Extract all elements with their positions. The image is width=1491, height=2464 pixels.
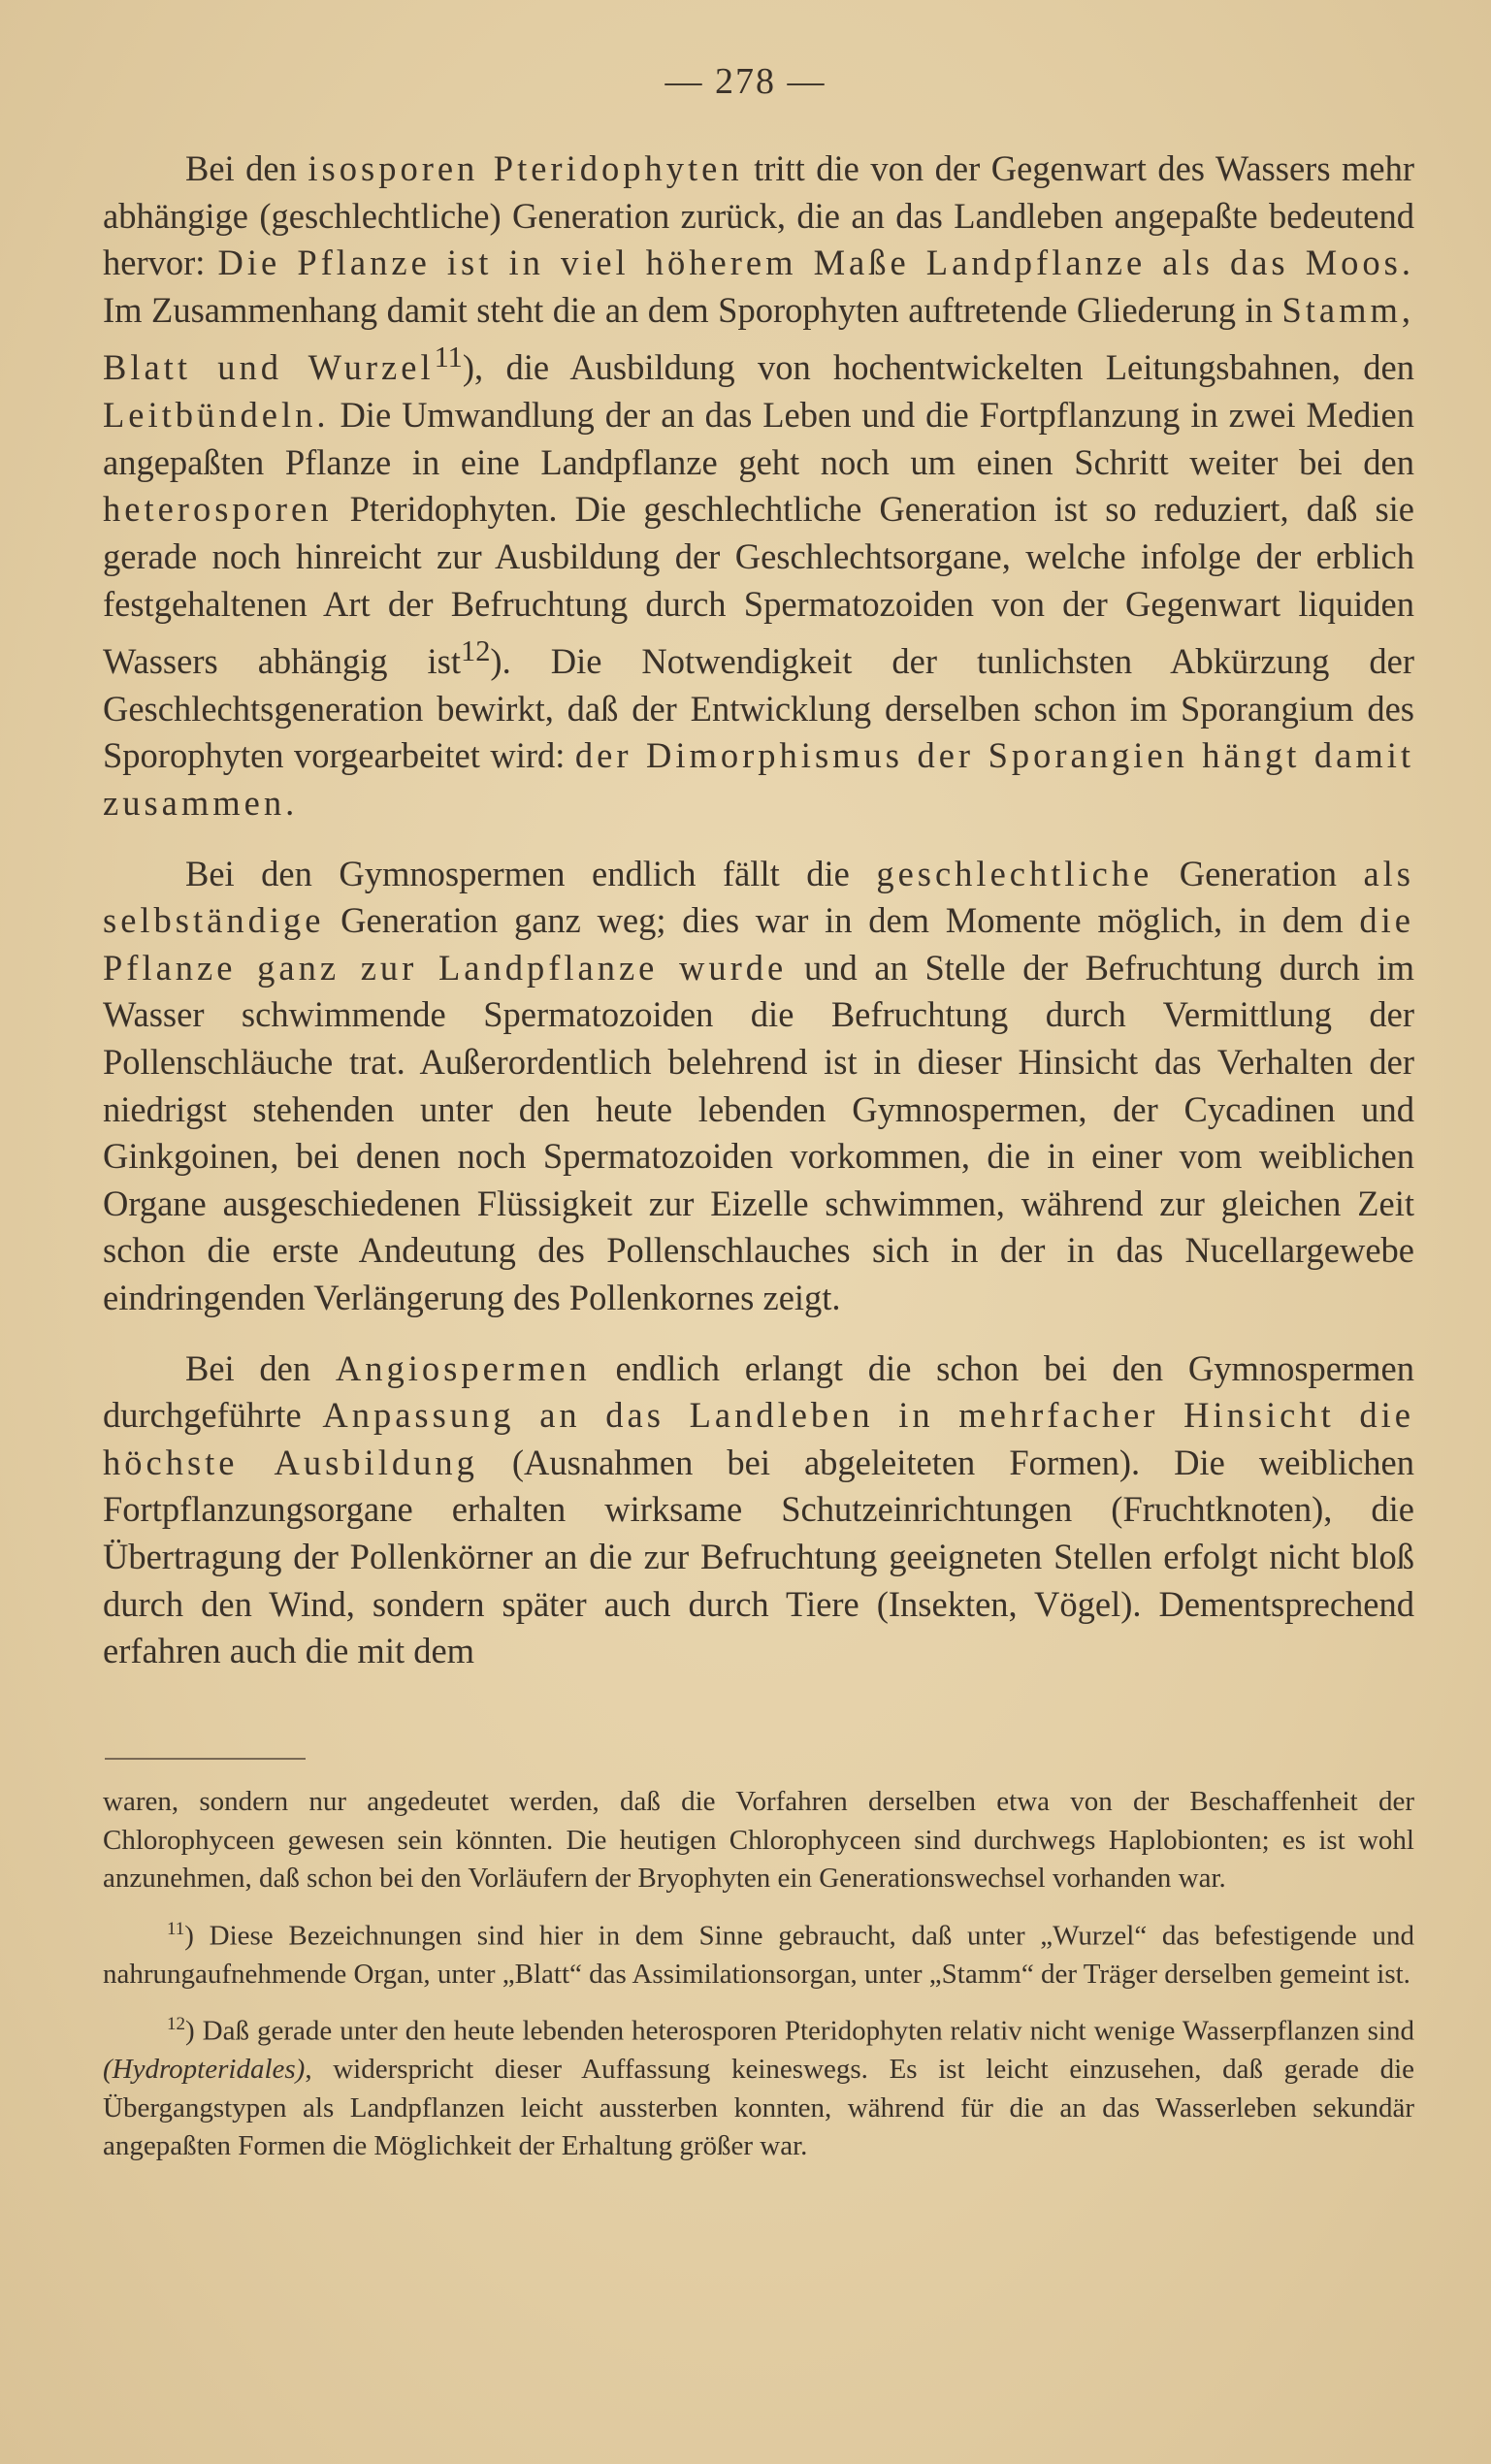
footnote-11: $^{11}$) Diese Bezeichnungen sind hier in dem Sinne gebraucht, daß unter „Wurzel“ das befestigende und nahrungaufnehmende Organ, unter „Blatt“ das Assimilationsorgan, unter „Stamm“ der Träger derselben gemeint ist.: [103, 1918, 1414, 1990]
spaced-term: als selbständige: [103, 853, 1414, 941]
paragraph-3: Bei den Angiospermen endlich erlangt die schon bei den Gymnospermen durchgeführte Anpassung an das Landleben in mehrfacher Hinsicht die höchste Ausbildung (Ausnahmen bei abgeleiteten Formen). Die weiblichen Fortpflanzungsorgane erhalten wirksame Schutzeinrichtungen (Fruchtknoten), die Übertragung der Pollenkörner an die zur Befruchtung geeigneten Stellen erfolgt nicht bloß durch den Wind, sondern später auch durch Tiere (Insekten, Vögel). Dementsprechend erfahren auch die mit dem: [103, 1347, 1415, 1671]
italic-term: (Hydropteridales): [103, 2054, 306, 2086]
spaced-term: Stamm, Blatt und Wurzel: [103, 289, 1414, 388]
spaced-term: geschlechtliche: [876, 853, 1153, 893]
spaced-term: Anpassung an das Landleben in mehrfacher Hinsicht die höchste Ausbildung: [103, 1395, 1414, 1482]
footnote-ref: 11: [434, 340, 463, 374]
footnote-continued: waren, sondern nur angedeutet werden, daß die Vorfahren derselben etwa von der Beschaffenheit der Chlorophyceen gewesen sein könnten. Die heutigen Chlorophyceen sind durchwegs Haplobionten; es ist wohl anzunehmen, daß schon bei den Vorläufern der Bryophyten ein Generationswechsel vorhanden war.: [103, 1786, 1414, 1894]
footnote-ref: 12: [461, 634, 491, 668]
spaced-term: der Dimorphismus der Sporangien hängt damit zusammen.: [103, 735, 1414, 824]
footnote-12: $^{12}$) Daß gerade unter den heute lebenden heterosporen Pteridophyten relativ nicht wenige Wasserpflanzen sind (Hydropteridales), widerspricht dieser Auffassung keineswegs. Es ist leicht einzusehen, daß gerade die Übergangstypen als Landpflanzen leicht aussterben konnten, während für die an das Wasserleben sekundär angepaßten Formen die Möglichkeit der Erhaltung größer war.: [103, 2014, 1414, 2162]
footnote-marker: 11: [167, 1918, 185, 1939]
spaced-term: die Pflanze ganz zur Landpflanze wurde: [103, 900, 1414, 988]
spaced-term: heterosporen: [103, 489, 333, 530]
spaced-term: Die Pflanze ist in viel höherem Maße Landpflanze als das Moos.: [217, 243, 1415, 283]
page-number: — 278 —: [664, 61, 827, 102]
footnotes: [103, 1783, 1414, 2178]
paragraph-1: Bei den isosporen Pteridophyten tritt die von der Gegenwart des Wassers mehr abhängige (geschlechtliche) Generation zurück, die an das Landleben angepaßte bedeutend hervor: Die Pflanze ist in viel höherem Maße Landpflanze als das Moos. Im Zusammenhang damit steht die an dem Sporophyten auftretende Gliederung in Stamm, Blatt und Wurzel$^{11}$), die Ausbildung von hochentwickelten Leitungsbahnen, den Leitbündeln. Die Umwandlung der an das Leben und die Fortpflanzung in zwei Medien angepaßten Pflanze in eine Landpflanze geht noch um einen Schritt weiter bei den heterosporen Pteridophyten. Die geschlechtliche Generation ist so reduziert, daß sie gerade noch hinreicht zur Ausbildung der Geschlechtsorgane, welche infolge der erblich festgehaltenen Art der Befruchtung durch Spermatozoiden von der Gegenwart liquiden Wassers abhängig ist$^{12}$). Die Notwendigkeit der tunlichsten Abkürzung der Geschlechtsgeneration bewirkt, daß der Entwicklung derselben schon im Sporangium des Sporophyten vorgearbeitet wird: der Dimorphismus der Sporangien hängt damit zusammen.: [103, 148, 1415, 824]
footnote-marker: 12: [167, 2014, 185, 2035]
spaced-term: Angiospermen: [335, 1347, 591, 1388]
main-text: [103, 146, 1414, 1699]
paragraph-2: Bei den Gymnospermen endlich fällt die geschlechtliche Generation als selbständige Generation ganz weg; dies war in dem Momente möglich, in dem die Pflanze ganz zur Landpflanze wurde und an Stelle der Befruchtung durch im Wasser schwimmende Spermatozoiden die Befruchtung durch Vermittlung der Pollenschläuche trat. Außerordentlich belehrend ist in dieser Hinsicht das Verhalten der niedrigst stehenden unter den heute lebenden Gymnospermen, der Cycadinen und Ginkgoinen, bei denen noch Spermatozoiden vorkommen, die in einer vom weiblichen Organe ausgeschiedenen Flüssigkeit zur Eizelle schwimmen, während zur gleichen Zeit schon die erste Andeutung des Pollenschlauches sich in der in das Nucellargewebe eindringenden Verlängerung des Pollenkornes zeigt.: [103, 853, 1415, 1317]
spaced-term: Leitbündeln.: [103, 395, 330, 436]
footnote-divider: [105, 1758, 306, 1760]
spaced-term: isosporen Pteridophyten: [308, 148, 743, 188]
